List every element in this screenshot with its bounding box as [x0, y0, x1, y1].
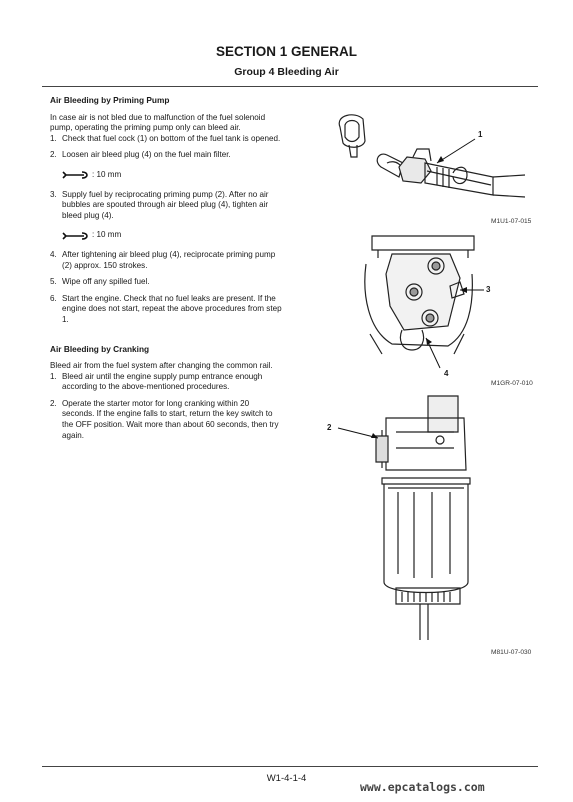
- section-title: SECTION 1 GENERAL: [215, 44, 358, 59]
- callout-2: 2: [327, 423, 332, 432]
- page-number: W1-4-1-4: [266, 773, 307, 784]
- tool-spec: [62, 170, 282, 181]
- step-text: After tightening air bleed plug (4), reciprocate priming pump (2) approx. 150 strokes.: [62, 249, 276, 270]
- tool-spec: [62, 230, 282, 241]
- step-number: 2.: [50, 150, 57, 160]
- callout-4: 4: [444, 369, 449, 378]
- wrench-icon: [62, 232, 88, 240]
- priming-step: [50, 277, 282, 288]
- text-column: [50, 95, 282, 441]
- step-text: Start the engine. Check that no fuel leaks are present. If the engine does not start, repeat the above procedures from step 1.: [62, 293, 282, 324]
- step-text: Bleed air until the engine supply pump entrance enough according to the above-mentioned procedures.: [62, 371, 263, 392]
- step-number: 4.: [50, 249, 57, 259]
- step-text: Loosen air bleed plug (4) on the fuel main filter.: [62, 150, 231, 160]
- cranking-step: [50, 372, 282, 393]
- step-number: 2.: [50, 398, 57, 408]
- step-text: Operate the starter motor for long cranking within 20 seconds. If the engine falls to start, return the key switch to the OFF position. Wait more than about 60 seconds, then try again.: [62, 398, 279, 440]
- priming-step: [50, 134, 282, 145]
- watermark: www.epcatalogs.com: [360, 780, 485, 794]
- fuel-cock-illustration: [325, 105, 535, 215]
- priming-step: [50, 150, 282, 161]
- filter-head-illustration: [352, 234, 492, 374]
- wrench-size: : 10 mm: [92, 230, 122, 240]
- step-number: 1.: [50, 133, 57, 143]
- step-text: Check that fuel cock (1) on bottom of the fuel tank is opened.: [62, 133, 281, 143]
- figure-caption: M1U1-07-015: [491, 218, 532, 225]
- priming-step: [50, 250, 282, 271]
- step-number: 1.: [50, 371, 57, 381]
- step-text: Supply fuel by reciprocating priming pump (2). After no air bubbles are spouted through air bleed plug (4), tighten air bleed plug (4).: [62, 189, 269, 220]
- priming-step: [50, 190, 282, 222]
- cranking-heading: Air Bleeding by Cranking: [50, 343, 150, 354]
- figure-caption: M1GR-07-010: [491, 380, 533, 387]
- priming-heading: Air Bleeding by Priming Pump: [50, 95, 170, 105]
- group-title: Group 4 Bleeding Air: [234, 66, 339, 78]
- step-text: Wipe off any spilled fuel.: [62, 277, 150, 287]
- priming-step: [50, 294, 282, 326]
- callout-3: 3: [486, 285, 491, 294]
- wrench-icon: [62, 171, 88, 179]
- wrench-size: : 10 mm: [92, 169, 122, 179]
- priming-intro: In case air is not bled due to malfunction of the fuel solenoid pump, operating the priming pump only can bleed air.: [50, 112, 266, 133]
- cranking-step: [50, 399, 282, 441]
- fuel-filter-illustration: [336, 392, 486, 642]
- step-number: 3.: [50, 189, 57, 199]
- step-number: 5.: [50, 277, 57, 287]
- footer-rule: [42, 766, 538, 767]
- header-rule: [42, 86, 538, 87]
- cranking-intro: Bleed air from the fuel system after changing the common rail.: [50, 361, 273, 371]
- step-number: 6.: [50, 293, 57, 303]
- callout-1: 1: [478, 130, 483, 139]
- figure-caption: M81U-07-030: [491, 649, 532, 656]
